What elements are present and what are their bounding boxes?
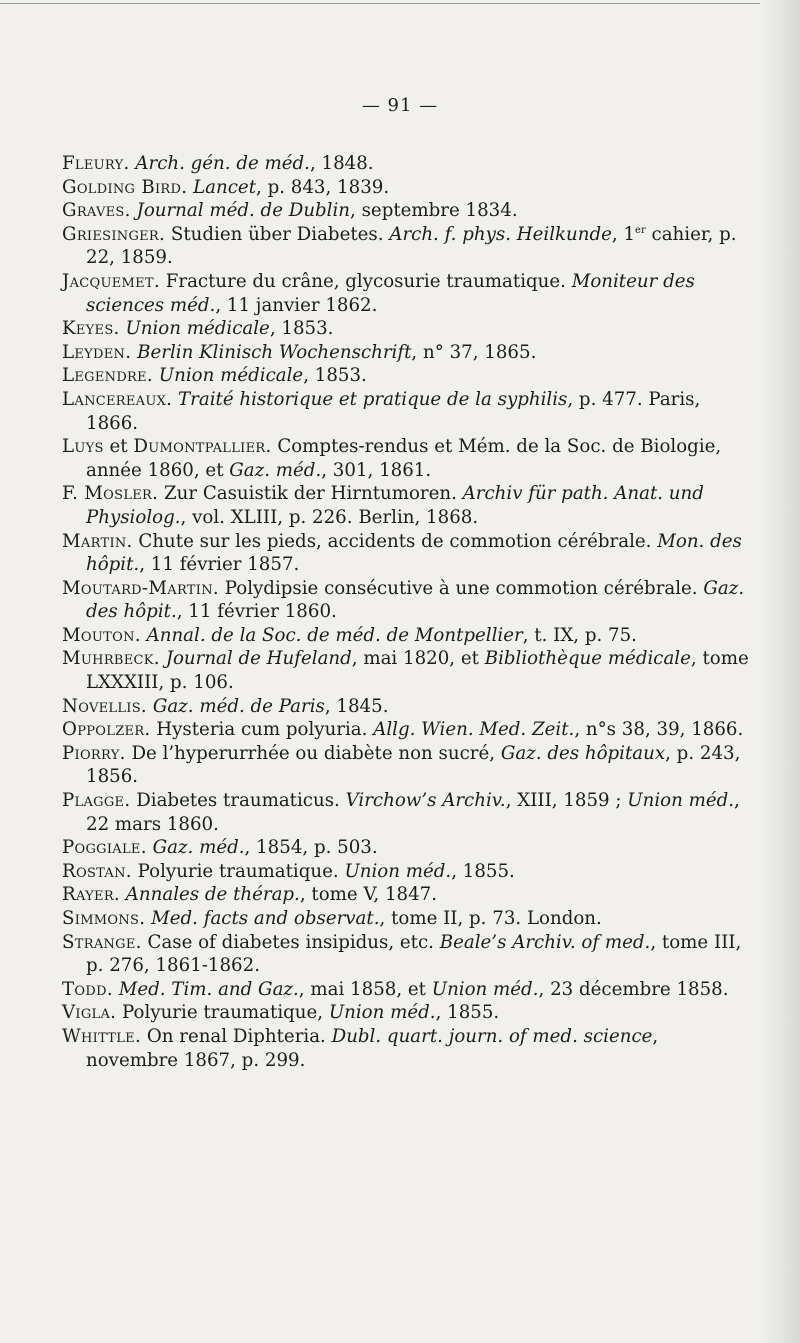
entry-text: , 1855. [435,1002,500,1024]
entry-author: Simmons. [62,908,146,929]
entry-source-title: Berlin Klinisch Wochenschrift [137,341,412,363]
entry-source-title: Archiv für path. Anat. und Physiolog. [86,483,704,528]
entry-author: Strange. [62,931,142,953]
entry-text: , novembre 1867, p. 299. [86,1025,659,1071]
entry-text: , p. 843, 1839. [256,176,390,198]
entry-author: Plagge. [62,790,131,812]
entry-text: , tome II, p. 73. London. [379,908,602,929]
bibliography-entry [62,530,752,577]
bibliography-entry [62,1025,752,1072]
entry-source-title: Med. facts and observat. [151,908,380,929]
bibliography-entry [62,223,752,270]
entry-text: , 22 mars 1860. [86,790,740,835]
entry-text: Comptes-rendus et Mém. de la Soc. de Biologie, année 1860, et [86,436,722,481]
entry-text: , 23 décembre 1858. [538,978,729,1000]
entry-author: Rayer. [62,884,120,906]
entry-source-title: Union méd. [431,978,539,1000]
bibliography-entry [62,789,752,836]
bibliography-entry [62,647,752,694]
entry-text: Polyurie traumatique. [131,860,345,882]
entry-author: Rostan. [62,860,132,882]
entry-source-title: Traité historique et pratique de la syphilis [178,388,568,410]
bibliography-entry [62,577,752,624]
entry-text: Zur Casuistik der Hirntumoren. [158,483,463,505]
entry-source-title: Union médicale [125,318,270,340]
entry-source-title: Gaz. méd. de Paris [152,695,325,717]
entry-superscript: er [635,224,646,236]
entry-text: , 11 janvier 1862. [215,294,378,316]
entry-source-title: Gaz. méd. [229,459,322,481]
top-rule [0,0,800,4]
entry-text: Studien über Diabetes. [165,223,390,245]
entry-source-title: Bibliothèque médicale [484,648,691,670]
page-number: — 91 — [361,95,439,116]
bibliography-entry [62,718,752,742]
entry-author: Keyes. [62,318,120,340]
entry-source-title: Gaz. des hôpitaux [500,742,666,764]
bibliography-entry [62,341,752,365]
entry-author: Todd. [62,978,113,1000]
entry-coauthor: Dumontpallier. [133,436,272,458]
entry-text: , mai 1820, et [351,648,485,670]
bibliography-entry [62,860,752,884]
entry-text: Polyurie traumatique, [116,1002,329,1024]
page-edge-shadow [760,0,800,1343]
bibliography-entry [62,907,752,931]
entry-text: , vol. XLIII, p. 226. Berlin, 1868. [180,506,479,528]
entry-source-title: Virchow’s Archiv. [345,790,506,812]
bibliography-entry [62,199,752,223]
entry-author: Moutard-Martin. [62,577,219,599]
entry-source-title: Annales de thérap. [125,884,300,906]
entry-text: Chute sur les pieds, accidents de commotion cérébrale. [132,530,658,552]
bibliography-list [62,152,752,1072]
entry-text: , 301, 1861. [321,459,432,481]
entry-author: Vigla. [62,1002,117,1024]
entry-text: Case of diabetes insipidus, etc. [141,931,440,953]
bibliography-entry [62,270,752,317]
entry-text: , XIII, 1859 ; [505,790,628,812]
entry-text: , septembre 1834. [350,200,518,222]
entry-text: , 1 [611,223,636,245]
entry-text: , tome LXXXIII, p. 106. [86,648,749,694]
entry-author: Piorry. [62,742,126,764]
entry-text: , 1854, p. 503. [244,837,378,859]
entry-source-title: Annal. de la Soc. de méd. de Montpellier [146,624,523,646]
entry-author: Fleury. [62,153,130,174]
entry-source-title: Union méd. [627,790,735,812]
bibliography-entry [62,152,752,176]
entry-author: Lancereaux. [62,388,173,410]
entry-text: , 1855. [451,860,515,882]
entry-author: Mouton. [62,624,141,646]
entry-author: Jacquemet. [62,270,160,292]
entry-source-title: Gaz. des hôpit. [86,577,745,623]
entry-text: , t. IX, p. 75. [522,624,637,646]
entry-text: , 1853. [269,318,334,340]
entry-source-title: Mon. des hôpit. [86,530,742,576]
bibliography-entry [62,931,752,978]
entry-author: Muhrbeck. [62,648,160,670]
entry-text: , 1848. [309,153,374,174]
entry-author: Graves. [62,200,131,222]
entry-author: Golding Bird. [62,176,188,198]
bibliography-entry [62,317,752,341]
entry-text: On renal Diphteria. [141,1025,332,1047]
entry-author: Leyden. [62,341,132,363]
entry-source-title: Moniteur des sciences méd. [86,270,695,316]
entry-author: Whittle. [62,1025,142,1047]
entry-text: , p. 477. Paris, 1866. [86,388,701,434]
entry-text: , tome V, 1847. [299,884,438,906]
bibliography-entry [62,836,752,860]
entry-text: cahier, p. 22, 1859. [86,223,737,269]
bibliography-entry [62,435,752,482]
entry-source-title: Lancet [193,176,257,198]
entry-text: Polydipsie consécutive à une commotion cérébrale. [218,577,704,599]
bibliography-entry [62,1001,752,1025]
entry-text: , n° 37, 1865. [411,341,537,363]
entry-source-title: Union médicale [158,365,304,387]
entry-author: Novellis. [62,695,148,717]
entry-author: Legendre. [62,365,153,387]
bibliography-entry [62,978,752,1002]
bibliography-entry [62,742,752,789]
entry-author: Luys [62,436,104,458]
bibliography-entry [62,883,752,907]
entry-text: Diabetes traumaticus. [130,790,346,812]
entry-text: , p. 243, 1856. [86,742,741,788]
entry-text: , n°s 38, 39, 1866. [574,719,744,741]
entry-text: , 1853. [303,365,367,387]
entry-text: , 11 février 1857. [139,554,300,576]
entry-text: et [103,436,134,458]
entry-source-title: Journal de Hufeland [165,648,352,670]
entry-author: Martin. [62,530,133,552]
entry-source-title: Arch. gén. de méd. [135,153,310,174]
entry-text: , 1845. [324,695,389,717]
entry-author: Oppolzer. [62,719,151,741]
bibliography-entry [62,624,752,648]
entry-source-title: Allg. Wien. Med. Zeit. [373,719,575,741]
bibliography-entry [62,388,752,435]
entry-author: Poggiale. [62,837,147,859]
entry-text: , tome III, p. 276, 1861-1862. [86,931,742,977]
entry-author: Griesinger. [62,223,166,245]
entry-source-title: Med. Tim. and Gaz. [118,978,299,1000]
entry-text: Fracture du crâne, glycosurie traumatique. [159,270,572,292]
entry-text: Hysteria cum polyuria. [150,719,374,741]
bibliography-entry [62,176,752,200]
entry-source-title: Union méd. [344,860,452,882]
entry-source-title: Arch. f. phys. Heilkunde [389,223,612,245]
entry-source-title: Beale’s Archiv. of med. [439,931,651,953]
entry-source-title: Union méd. [328,1002,436,1024]
bibliography-entry [62,695,752,719]
entry-text: De l’hyperurrhée ou diabète non sucré, [125,742,501,764]
entry-author: F. Mosler. [62,483,159,505]
entry-text: , 11 février 1860. [176,601,337,623]
entry-source-title: Journal méd. de Dublin [136,200,351,222]
bibliography-entry [62,482,752,529]
entry-source-title: Dubl. quart. journ. of med. science [331,1025,653,1047]
bibliography-entry [62,364,752,388]
entry-source-title: Gaz. méd. [152,837,245,859]
entry-text: , mai 1858, et [298,978,432,1000]
